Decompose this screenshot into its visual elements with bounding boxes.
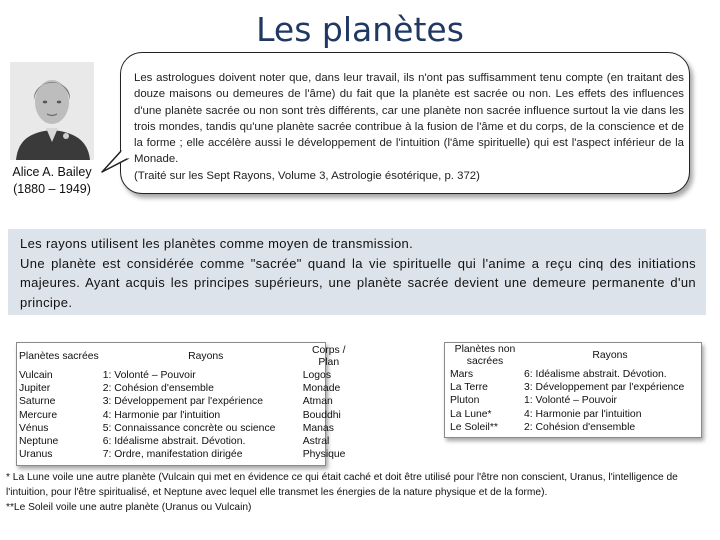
cell-ray: 2: Cohésion d'ensemble bbox=[102, 383, 214, 395]
header-rays: Rayons bbox=[592, 350, 628, 362]
cell-ray: 5: Connaissance concrète ou science bbox=[102, 422, 276, 434]
portrait-illustration bbox=[10, 62, 94, 160]
page-title: Les planètes bbox=[256, 10, 464, 49]
caption-name: Alice A. Bailey bbox=[12, 165, 92, 179]
rayons-paragraph bbox=[20, 234, 696, 312]
cell-body: Physique bbox=[302, 449, 346, 461]
table-header-row bbox=[448, 344, 698, 368]
table-row bbox=[17, 382, 357, 395]
cell-body: Atman bbox=[302, 396, 333, 408]
cell-ray: 6: Idéalisme abstrait. Dévotion. bbox=[524, 369, 667, 380]
cell-planet: Uranus bbox=[19, 449, 53, 461]
portrait-caption bbox=[4, 164, 100, 198]
header-planets: Planètes non sacrées bbox=[454, 344, 516, 367]
cell-ray: 2: Cohésion d'ensemble bbox=[524, 421, 636, 433]
quote-source: (Traité sur les Sept Rayons, Volume 3, Astrologie ésotérique, p. 372) bbox=[134, 169, 480, 182]
table-row bbox=[448, 408, 698, 421]
table-row bbox=[448, 421, 698, 434]
rayons-line-1: Les rayons utilisent les planètes comme moyen de transmission. bbox=[20, 236, 414, 251]
cell-ray: 4: Harmonie par l'intuition bbox=[102, 409, 221, 421]
cell-planet: Saturne bbox=[19, 396, 56, 408]
cell-ray: 1: Volonté – Pouvoir bbox=[102, 370, 196, 381]
cell-planet: Mercure bbox=[19, 409, 58, 421]
cell-planet: Jupiter bbox=[19, 383, 51, 395]
cell-planet: Vulcain bbox=[19, 370, 53, 381]
header-body: Corps / Plan bbox=[311, 345, 346, 368]
quote-block bbox=[134, 70, 684, 184]
sacred-planets-table bbox=[17, 345, 357, 461]
non-sacred-planets-table bbox=[448, 344, 698, 434]
cell-planet: Pluton bbox=[450, 395, 480, 407]
rayons-line-2: Une planète est considérée comme "sacrée" quand la vie spirituelle qui l'anime a reçu cinq des initiations majeures. Ayant acquis les principes supérieurs, une planète sacrée devient une demeure permanente d'un principe. bbox=[20, 255, 696, 310]
table-row bbox=[17, 409, 357, 422]
cell-body: Manas bbox=[302, 422, 334, 434]
cell-ray: 3: Développement par l'expérience bbox=[524, 382, 685, 394]
cell-planet: Le Soleil** bbox=[450, 421, 498, 433]
cell-body: Monade bbox=[302, 383, 341, 395]
cell-ray: 4: Harmonie par l'intuition bbox=[524, 408, 642, 420]
footnote-sun: **Le Soleil voile une autre planète (Uranus ou Vulcain) bbox=[6, 502, 252, 513]
cell-planet: Neptune bbox=[19, 436, 59, 448]
table-row bbox=[17, 395, 357, 408]
table-row bbox=[448, 394, 698, 407]
cell-body: Logos bbox=[302, 370, 332, 381]
table-row bbox=[448, 368, 698, 381]
cell-body: Bouddhi bbox=[302, 409, 341, 421]
cell-planet: Vénus bbox=[19, 422, 49, 434]
cell-ray: 7: Ordre, manifestation dirigée bbox=[102, 449, 243, 461]
quote-text: Les astrologues doivent noter que, dans leur travail, ils n'ont pas suffisamment tenu compte (en traitant des douze maisons ou demeures de l'âme) du fait que la planète est sacrée ou non. Les effets des influences d'une planète sacrée ou non sont très différents, car une planète non sacrée influence surtout la vie dans les trois mondes, tandis qu'une planète sacrée contribue à la fusion de l'âme et du corps, de la conscience et de la forme ; elle accélère aussi le développement de l'intuition (l'âme spirituelle) qui est l'aspect inférieur de la Monade. bbox=[134, 72, 684, 166]
table-row bbox=[17, 448, 357, 461]
table-row bbox=[17, 369, 357, 382]
header-planets: Planètes sacrées bbox=[19, 351, 99, 362]
table-header-row bbox=[17, 345, 357, 369]
caption-dates: (1880 – 1949) bbox=[13, 182, 91, 196]
portrait-photo bbox=[10, 62, 94, 160]
cell-body: Astral bbox=[302, 436, 330, 448]
table-row bbox=[17, 435, 357, 448]
cell-planet: La Terre bbox=[450, 382, 488, 394]
cell-ray: 3: Développement par l'expérience bbox=[102, 396, 263, 408]
footnotes bbox=[6, 470, 714, 515]
footnote-moon: * La Lune voile une autre planète (Vulcain qui met en évidence ce qui était caché et doit être utilisé pour l'être non conscient, Uranus, l'intelligence de l'intuition, pour l'être spiritualisé, et Neptune avec lequel elle transmet les énergies de la nature physique et de la forme). bbox=[6, 472, 678, 498]
bubble-tail bbox=[100, 150, 130, 176]
table-row bbox=[448, 381, 698, 394]
cell-ray: 1: Volonté – Pouvoir bbox=[524, 395, 618, 407]
cell-ray: 6: Idéalisme abstrait. Dévotion. bbox=[102, 436, 246, 448]
table-row bbox=[17, 422, 357, 435]
header-rays: Rayons bbox=[188, 351, 224, 363]
cell-planet: La Lune* bbox=[450, 408, 492, 420]
cell-planet: Mars bbox=[450, 369, 474, 380]
